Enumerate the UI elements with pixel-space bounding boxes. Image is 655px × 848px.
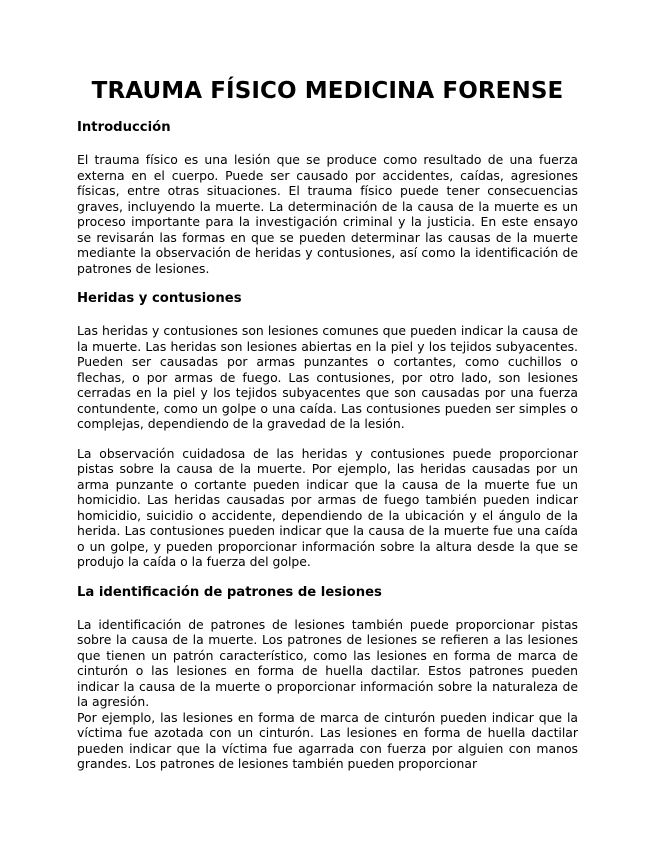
paragraph-introduccion: El trauma físico es una lesión que se produce como resultado de una fuerza externa en el cuerpo. Puede ser causado por accidentes, caídas, agresiones físicas, entre otras situaciones. El trauma físico puede tener consecuencias graves, incluyendo la muerte. La determinación de la causa de la muerte es un proceso importante para la investigación criminal y la justicia. En este ensayo se revisarán las formas en que se pueden determinar las causas de la muerte mediante la observación de heridas y contusiones, así como la identificación de patrones de lesiones.	[77, 152, 578, 276]
section-heading-introduccion: Introducción	[77, 120, 171, 135]
paragraph-patrones-1: La identificación de patrones de lesiones también puede proporcionar pistas sobre la causa de la muerte. Los patrones de lesiones se refieren a las lesiones que tienen un patrón característico, como las lesiones en forma de marca de cinturón o las lesiones en forma de huella dactilar. Estos patrones pueden indicar la causa de la muerte o proporcionar información sobre la naturaleza de la agresión.	[77, 616, 578, 709]
paragraph-heridas-2: La observación cuidadosa de las heridas y contusiones puede proporcionar pistas sobre la causa de la muerte. Por ejemplo, las heridas causadas por un arma punzante o cortante pueden indicar que la causa de la muerte fue un homicidio. Las heridas causadas por armas de fuego también pueden indicar homicidio, suicidio o accidente, dependiendo de la ubicación y el ángulo de la herida. Las contusiones pueden indicar que la causa de la muerte fue una caída o un golpe, y pueden proporcionar información sobre la altura desde la que se produjo la caída o la fuerza del golpe.	[77, 445, 578, 569]
document-title: TRAUMA FÍSICO MEDICINA FORENSE	[91, 78, 564, 104]
document-page	[77, 76, 578, 772]
section-heading-heridas-contusiones: Heridas y contusiones	[77, 291, 242, 306]
section-heading-patrones-lesiones: La identificación de patrones de lesiones	[77, 584, 382, 600]
paragraph-patrones-2: Por ejemplo, las lesiones en forma de marca de cinturón pueden indicar que la víctima fue azotada con un cinturón. Las lesiones en forma de huella dactilar pueden indicar que la víctima fue agarrada con fuerza por alguien con manos grandes. Los patrones de lesiones también pueden proporcionar	[77, 709, 578, 771]
paragraph-heridas-1: Las heridas y contusiones son lesiones comunes que pueden indicar la causa de la muerte. Las heridas son lesiones abiertas en la piel y los tejidos subyacentes. Pueden ser causadas por armas punzantes o cortantes, como cuchillos o flechas, o por armas de fuego. Las contusiones, por otro lado, son lesiones cerradas en la piel y los tejidos subyacentes que son causadas por una fuerza contundente, como un golpe o una caída. Las contusiones pueden ser simples o complejas, dependiendo de la gravedad de la lesión.	[77, 323, 578, 431]
